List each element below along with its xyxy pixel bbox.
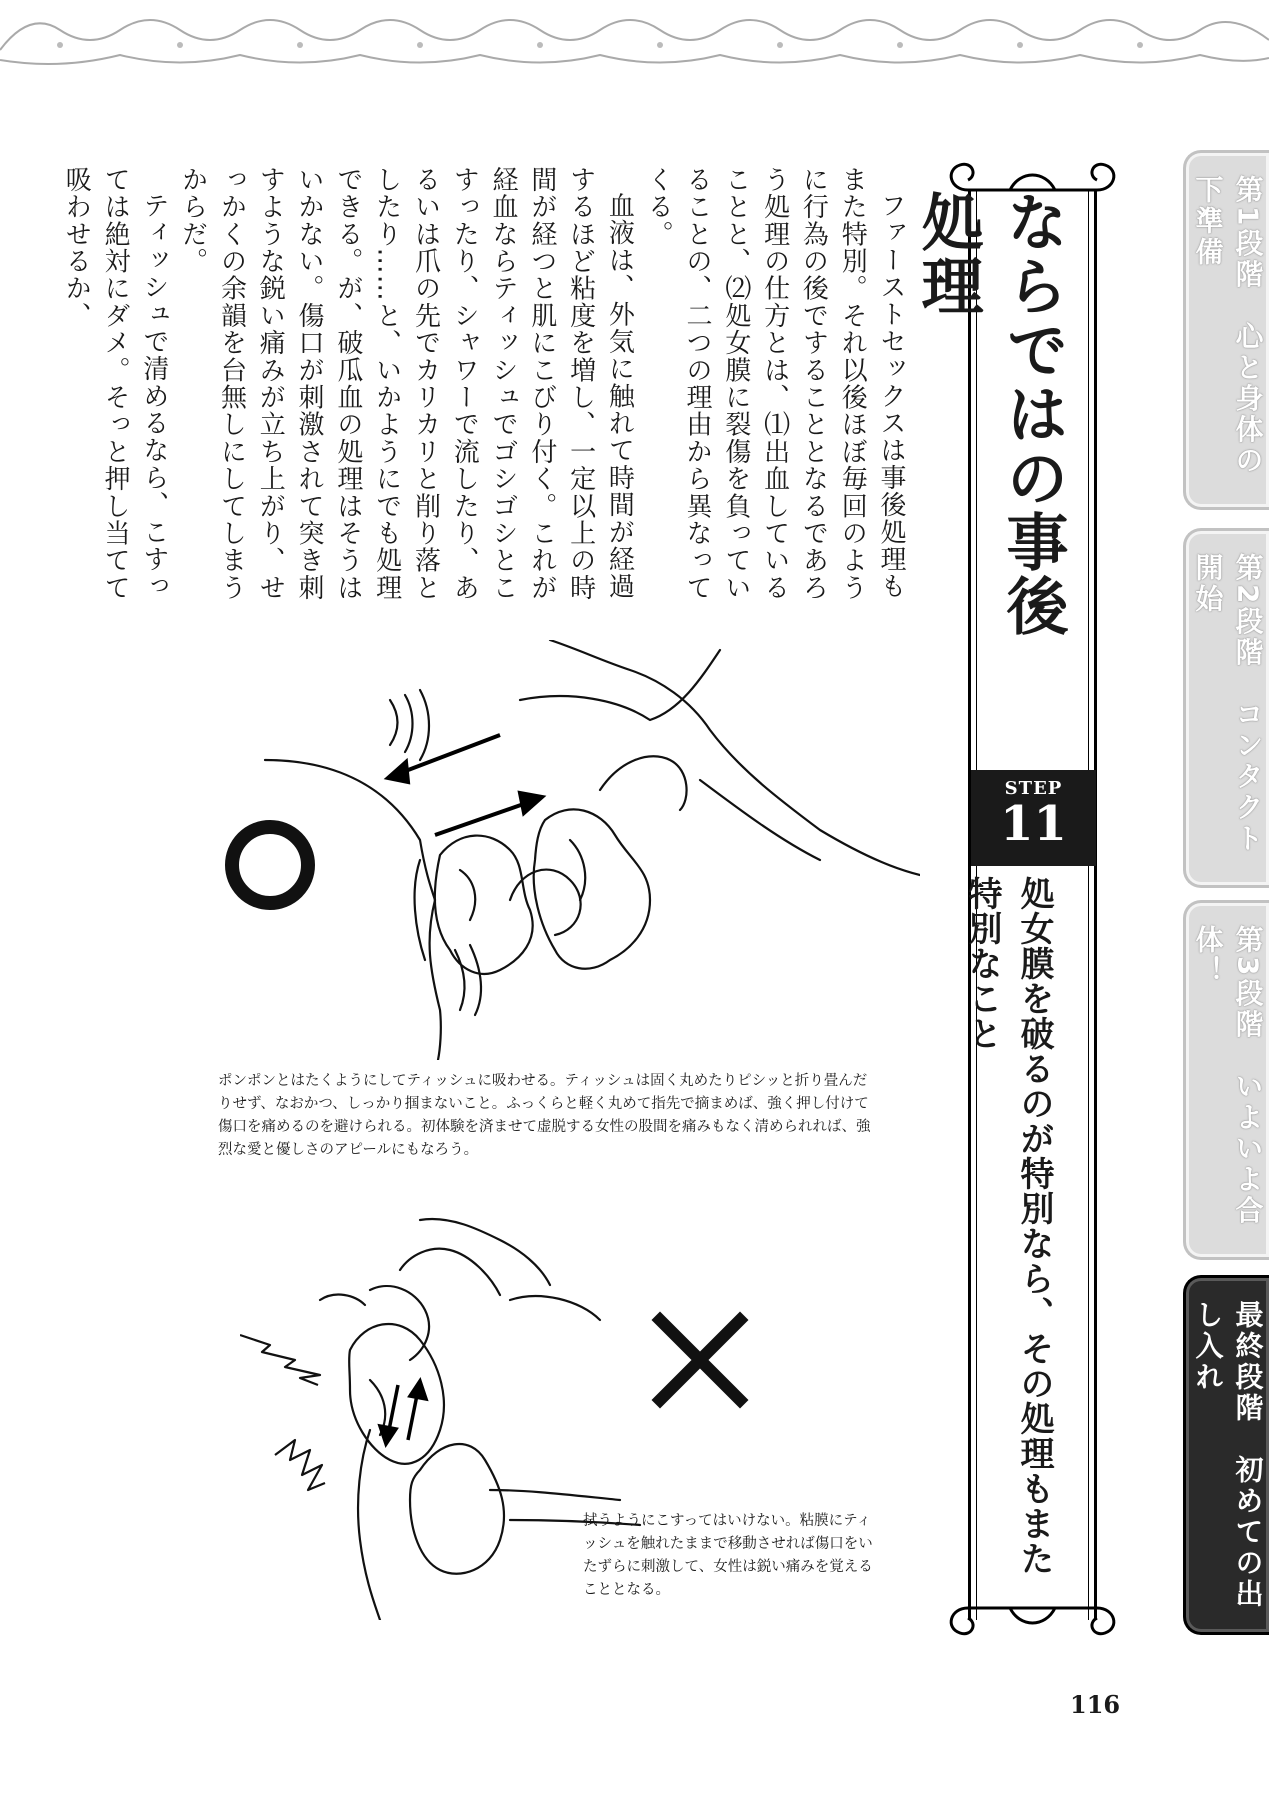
good-mark-icon (232, 827, 308, 903)
chapter-tab-2[interactable] (1183, 528, 1269, 888)
frame-ornament-bottom (940, 1588, 1125, 1648)
chapter-tab-label: 最終段階 初めての出し入れ (1191, 1300, 1265, 1610)
chapter-tab-3[interactable] (1183, 900, 1269, 1260)
chapter-tab-label: 第3段階 いよいよ合体！ (1191, 925, 1265, 1227)
body-text (61, 166, 910, 606)
page-number: 116 (1070, 1690, 1121, 1719)
chapter-tab-label: 第1段階 心と身体の下準備 (1191, 175, 1265, 477)
step-badge (971, 770, 1096, 866)
step-label: STEP (1004, 778, 1063, 799)
chapter-tab-1[interactable] (1183, 150, 1269, 510)
body-paragraph: 血液は、外気に触れて時間が経過するほど粘度を増し、一定以上の時間が経つと肌にこびり付く。これが経血ならティッシュでゴシゴシとこすったり、シャワーで流したり、あるいは爪の先でカリカリと削り落としたり……と、いかようにでも処理できる。が、破瓜血の処理はそうはいかない。傷口が刺激されて突き刺すような鋭い痛みが立ち上がり、せっかくの余韻を台無しにしてしまうからだ。 (177, 166, 635, 602)
body-paragraph: ファーストセックスは事後処理もまた特別。それ以後ほぼ毎回のように行為の後ですることとなるであろう処理の仕方とは、⑴出血していることと、⑵処女膜に裂傷を負っていることの、二つの理由から異なってくる。 (643, 166, 906, 602)
page-title: ならではの事後処理 (911, 190, 1069, 638)
subtitle: 処女膜を破るのが特別なら、その処理もまた特別なこと (962, 876, 1054, 1576)
top-decorative-border (0, 0, 1269, 80)
chapter-tab-4[interactable] (1183, 1275, 1269, 1635)
bad-mark-icon (660, 1320, 740, 1400)
bad-caption: 拭うようにこすってはいけない。粘膜にティッシュを触れたままで移動させれば傷口をいたずらに刺激して、女性は鋭い痛みを覚えることとなる。 (583, 1513, 873, 1598)
good-caption: ポンポンとはたくようにしてティッシュに吸わせる。ティッシュは固く丸めたりピシッと折り畳んだりせず、なおかつ、しっかり掴まないこと。ふっくらと軽く丸めて指先で摘まめば、強く押し付けて傷口を痛めるのを避けられる。初体験を済ませて虚脱する女性の股間を痛みもなく清められれば、強烈な愛と優しさのアピールにもなろう。 (218, 1073, 871, 1158)
step-number: 11 (1000, 796, 1067, 852)
chapter-tab-label: 第2段階 コンタクト開始 (1191, 553, 1265, 855)
body-paragraph: ティッシュで清めるなら、こすっては絶対にダメ。そっと押し当てて吸わせるか、 (61, 166, 169, 602)
good-technique-illustration (220, 640, 920, 1060)
